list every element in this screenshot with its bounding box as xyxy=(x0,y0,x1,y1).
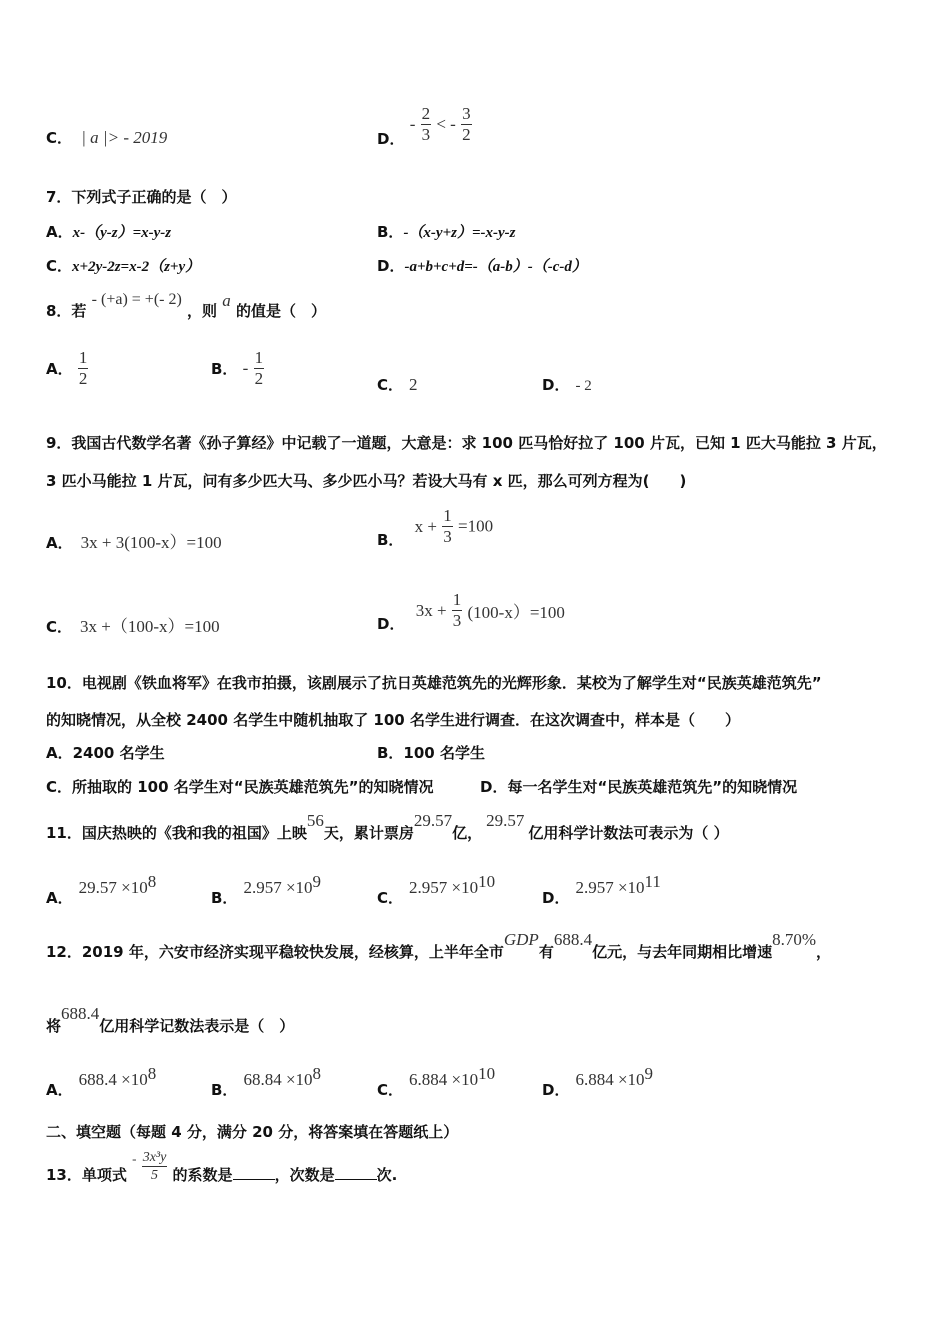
q8-option-b: B． - $\frac{1}{2}$ xyxy=(211,348,264,388)
variable: a xyxy=(222,291,231,310)
q10-stem-line2: 的知晓情况，从全校 2400 名学生中随机抽取了 100 名学生进行调查．在这次调查中，样本是（ ） xyxy=(46,711,740,729)
fraction: $\frac{1}{2}$ xyxy=(78,348,88,388)
q11-stem: 11．国庆热映的《我和我的祖国》上映56天，累计票房29.57亿，29.57亿用科学计数法可表示为（ ） xyxy=(46,811,729,842)
q7-option-a: A．x-（y-z）=x-y-z xyxy=(46,223,172,241)
q7-stem: 7．下列式子正确的是（ ） xyxy=(46,188,237,206)
q6-option-c xyxy=(46,127,167,148)
fraction: $\frac{2}{3}$ xyxy=(421,104,431,144)
fraction: $\frac{1}{3}$ xyxy=(443,506,452,546)
q9-stem-line1: 9．我国古代数学名著《孙子算经》中记载了一道题，大意是：求 100 匹马恰好拉了 100 片瓦，已知 1 匹大马能拉 3 片瓦， xyxy=(46,434,887,452)
q7-option-b: B．-（x-y+z）=-x-y-z xyxy=(377,223,516,241)
answer-blank[interactable] xyxy=(233,1179,275,1180)
q9-option-a: A． 3x + 3(100-x）=100 xyxy=(46,533,222,552)
q13-stem: 13．单项式 - $\frac{\text{3x³y}}{5}$ 的系数是 ，次数是 次. xyxy=(46,1150,398,1184)
q7-option-d: D．-a+b+c+d=-（a-b）-（-c-d） xyxy=(377,257,587,275)
fraction: $\frac{3}{2}$ xyxy=(462,104,471,144)
q8-stem: 8．若 - (+a) = +(- 2) ，则 a 的值是（ ） xyxy=(46,291,327,320)
fraction: $\frac{\text{3x³y}}{5}$ xyxy=(142,1150,167,1183)
q12-option-a: A．$688.4 \times 10^8$ xyxy=(46,1064,157,1099)
q9-option-b: B． x + $\frac{1}{3}$ =100 xyxy=(377,506,494,549)
q8-option-c: C． 2 xyxy=(377,375,418,394)
q10-option-c: C．所抽取的 100 名学生对“民族英雄范筑先”的知晓情况 xyxy=(46,778,434,796)
section-heading: 二、填空题（每题 4 分，满分 20 分，将答案填在答题纸上） xyxy=(46,1123,459,1141)
math-sign: < - xyxy=(436,114,456,134)
q11-option-c: C．$2.957 \times 10^{10}$ xyxy=(377,872,496,907)
q7-option-c: C．x+2y-2z=x-2（z+y） xyxy=(46,257,201,275)
math-expression: | a |> - 2019 xyxy=(81,128,168,147)
q12-option-b: B．$68.84 \times 10^8$ xyxy=(211,1064,322,1099)
q10-option-d: D．每一名学生对“民族英雄范筑先”的知晓情况 xyxy=(480,778,798,796)
q10-option-a: A．2400 名学生 xyxy=(46,744,165,762)
q11-option-a: A．$29.57 \times 10^8$ xyxy=(46,872,157,907)
option-label: D． xyxy=(377,130,405,148)
q12-stem-line2: 将688.4亿用科学记数法表示是（ ） xyxy=(46,1004,295,1035)
fraction: $\frac{1}{3}$ xyxy=(452,590,462,630)
q9-option-d: D． 3x + $\frac{1}{3}$ (100-x）=100 xyxy=(377,590,565,633)
q6-option-d xyxy=(377,100,472,149)
q12-option-c: C．$6.884 \times 10^{10}$ xyxy=(377,1064,496,1099)
option-label: C． xyxy=(46,129,73,147)
math-expression: - (+a) = +(- 2) xyxy=(91,291,182,308)
q8-option-d: D． - 2 xyxy=(542,376,592,394)
q12-option-d: D．$6.884 \times 10^9$ xyxy=(542,1064,654,1099)
q10-stem-line1: 10．电视剧《铁血将军》在我市拍摄，该剧展示了抗日英雄范筑先的光辉形象．某校为了解学生对“民族英雄范筑先” xyxy=(46,674,822,692)
q12-stem-line1: 12．2019 年，六安市经济实现平稳较快发展，经核算，上半年全市GDP有688.4亿元，与去年同期相比增速8.70%， xyxy=(46,930,832,961)
math-sign: - xyxy=(409,114,416,134)
q9-option-c: C． 3x +（100-x）=100 xyxy=(46,617,220,636)
answer-blank[interactable] xyxy=(335,1179,377,1180)
q11-option-d: D．$2.957 \times 10^{11}$ xyxy=(542,872,661,907)
fraction: $\frac{1}{2}$ xyxy=(254,348,264,388)
q9-stem-line2: 3 匹小马能拉 1 片瓦，问有多少匹大马、多少匹小马？若设大马有 x 匹，那么可列方程为( ) xyxy=(46,472,687,490)
q10-option-b: B．100 名学生 xyxy=(377,744,485,762)
q8-option-a: A． $\frac{1}{2}$ xyxy=(46,348,88,388)
q11-option-b: B．$2.957 \times 10^9$ xyxy=(211,872,322,907)
